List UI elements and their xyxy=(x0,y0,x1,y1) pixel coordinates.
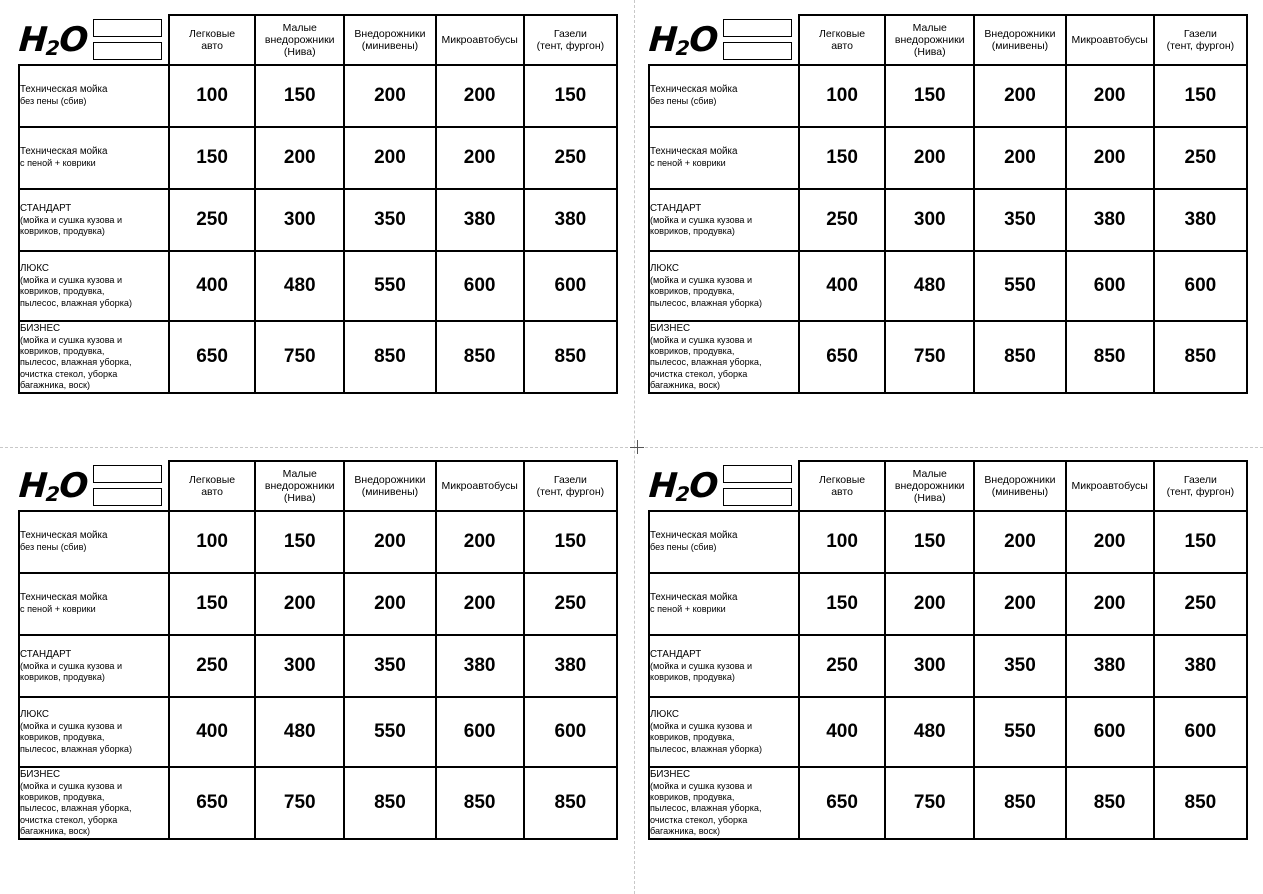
price-cell: 300 xyxy=(885,635,974,697)
column-header-mikroavtobusy xyxy=(1066,461,1154,511)
price-cell: 200 xyxy=(436,65,524,127)
service-subtitle: ковриков, продувка, xyxy=(650,286,735,297)
service-title: ЛЮКС xyxy=(650,709,679,721)
column-header-mikroavtobusy xyxy=(436,461,524,511)
service-name-cell xyxy=(19,697,169,767)
price-cell: 400 xyxy=(799,251,885,321)
header-line: Малые xyxy=(912,21,947,34)
service-title: Техническая мойка xyxy=(20,592,108,604)
service-subtitle: ковриков, продувка) xyxy=(20,225,105,236)
price-cell: 250 xyxy=(524,127,617,189)
price-cell: 300 xyxy=(255,635,344,697)
header-line: Малые xyxy=(912,467,947,480)
service-subtitle: очистка стекол, уборка xyxy=(20,814,118,825)
price-cell: 150 xyxy=(255,65,344,127)
price-cell: 650 xyxy=(169,321,255,393)
header-line: авто xyxy=(831,486,853,498)
price-cell: 200 xyxy=(436,511,524,573)
column-header-gazeli xyxy=(1154,15,1247,65)
price-cell: 250 xyxy=(169,189,255,251)
service-title: Техническая мойка xyxy=(650,146,738,158)
price-cell: 200 xyxy=(974,573,1065,635)
price-cell: 150 xyxy=(169,573,255,635)
price-card-top-right xyxy=(648,14,1248,394)
service-subtitle: (мойка и сушка кузова и xyxy=(650,781,753,792)
service-subtitle: пылесос, влажная уборка) xyxy=(20,743,132,754)
price-cell: 200 xyxy=(885,127,974,189)
price-cell: 850 xyxy=(1154,767,1247,839)
price-cell: 400 xyxy=(169,697,255,767)
service-subtitle: ковриков, продувка, xyxy=(20,792,105,803)
header-line: (тент, фургон) xyxy=(536,486,605,498)
service-name-cell xyxy=(649,573,799,635)
header-write-line-1 xyxy=(93,465,162,483)
header-line: (минивены) xyxy=(361,40,419,52)
service-title: Техническая мойка xyxy=(650,84,738,96)
service-subtitle: (мойка и сушка кузова и xyxy=(650,275,753,286)
price-cell: 150 xyxy=(799,573,885,635)
logo-header-cell xyxy=(19,15,169,65)
price-cell: 100 xyxy=(799,511,885,573)
service-title: ЛЮКС xyxy=(20,709,49,721)
header-line: Внедорожники xyxy=(984,27,1056,40)
price-cell: 850 xyxy=(1066,767,1154,839)
header-line: авто xyxy=(201,40,223,52)
column-header-vnedorozhniki xyxy=(344,15,435,65)
service-subtitle: (мойка и сушка кузова и xyxy=(20,214,123,225)
header-line: внедорожники xyxy=(894,479,965,492)
price-cell: 300 xyxy=(255,189,344,251)
table-row xyxy=(649,767,1247,839)
service-title: БИЗНЕС xyxy=(650,323,691,335)
service-subtitle: очистка стекол, уборка xyxy=(650,814,748,825)
service-name-cell xyxy=(649,65,799,127)
column-header-legkovye-avto xyxy=(799,461,885,511)
service-title: Техническая мойка xyxy=(20,146,108,158)
header-line: Малые xyxy=(282,21,317,34)
service-subtitle: с пеной + коврики xyxy=(20,158,96,169)
table-row xyxy=(19,511,617,573)
header-line: (тент, фургон) xyxy=(1166,486,1235,498)
header-write-line-2 xyxy=(723,42,792,60)
table-row xyxy=(649,697,1247,767)
price-cell: 650 xyxy=(799,767,885,839)
price-cell: 850 xyxy=(974,321,1065,393)
service-subtitle: багажника, воск) xyxy=(20,379,91,390)
service-subtitle: (мойка и сушка кузова и xyxy=(650,660,753,671)
service-subtitle: без пены (сбив) xyxy=(650,542,717,553)
service-name-cell xyxy=(649,767,799,839)
price-card-top-left xyxy=(18,14,618,394)
service-subtitle: очистка стекол, уборка xyxy=(650,368,748,379)
table-row xyxy=(649,511,1247,573)
price-cell: 150 xyxy=(524,65,617,127)
column-header-vnedorozhniki xyxy=(344,461,435,511)
price-cell: 350 xyxy=(344,189,435,251)
service-name-cell xyxy=(649,251,799,321)
header-line: Легковые xyxy=(189,27,236,40)
price-cell: 200 xyxy=(344,65,435,127)
price-cell: 150 xyxy=(169,127,255,189)
service-name-cell xyxy=(649,635,799,697)
price-cell: 150 xyxy=(885,511,974,573)
price-cell: 200 xyxy=(255,573,344,635)
price-cell: 650 xyxy=(799,321,885,393)
header-write-line-2 xyxy=(93,42,162,60)
price-cell: 480 xyxy=(255,697,344,767)
service-name-cell xyxy=(649,511,799,573)
price-cell: 750 xyxy=(885,767,974,839)
price-cell: 850 xyxy=(344,767,435,839)
price-cell: 200 xyxy=(974,65,1065,127)
header-line: (Нива) xyxy=(913,492,946,505)
price-cell: 600 xyxy=(436,251,524,321)
header-line: (минивены) xyxy=(991,40,1049,52)
service-title: СТАНДАРТ xyxy=(650,202,702,214)
service-name-cell xyxy=(19,65,169,127)
price-cell: 750 xyxy=(255,321,344,393)
price-cell: 200 xyxy=(1066,573,1154,635)
price-cell: 200 xyxy=(1066,65,1154,127)
service-name-cell xyxy=(19,511,169,573)
price-cell: 480 xyxy=(885,251,974,321)
price-cell: 600 xyxy=(524,251,617,321)
brand-logo: $H_2O$ xyxy=(647,19,719,60)
price-cell: 380 xyxy=(1066,635,1154,697)
price-cell: 150 xyxy=(1154,65,1247,127)
price-cell: 200 xyxy=(1066,511,1154,573)
price-card-bottom-right xyxy=(648,460,1248,840)
service-title: Техническая мойка xyxy=(20,84,108,96)
price-cell: 150 xyxy=(524,511,617,573)
column-header-malye-vnedorozhniki xyxy=(255,15,344,65)
price-cell: 600 xyxy=(436,697,524,767)
price-cell: 380 xyxy=(1066,189,1154,251)
price-cell: 250 xyxy=(799,189,885,251)
column-header-mikroavtobusy xyxy=(436,15,524,65)
service-subtitle: ковриков, продувка) xyxy=(20,671,105,682)
column-header-gazeli xyxy=(1154,461,1247,511)
service-subtitle: пылесос, влажная уборка) xyxy=(20,297,132,308)
service-subtitle: ковриков, продувка, xyxy=(650,732,735,743)
price-cell: 850 xyxy=(1154,321,1247,393)
service-subtitle: с пеной + коврики xyxy=(650,158,726,169)
header-line: Микроавтобусы xyxy=(441,33,518,46)
price-cell: 200 xyxy=(974,511,1065,573)
price-cell: 480 xyxy=(885,697,974,767)
price-card-bottom-left xyxy=(18,460,618,840)
price-table xyxy=(18,460,618,840)
table-row xyxy=(19,65,617,127)
table-row xyxy=(649,65,1247,127)
price-cell: 380 xyxy=(1154,635,1247,697)
price-table xyxy=(648,14,1248,394)
service-name-cell xyxy=(19,127,169,189)
header-line: Легковые xyxy=(819,473,866,486)
header-line: (Нива) xyxy=(913,46,946,59)
price-cell: 350 xyxy=(974,635,1065,697)
header-line: Внедорожники xyxy=(984,473,1056,486)
header-line: Микроавтобусы xyxy=(441,479,518,492)
price-cell: 200 xyxy=(436,573,524,635)
registration-mark xyxy=(630,440,644,454)
table-row xyxy=(649,251,1247,321)
price-cell: 850 xyxy=(436,767,524,839)
service-subtitle: ковриков, продувка, xyxy=(20,732,105,743)
price-cell: 600 xyxy=(524,697,617,767)
header-line: внедорожники xyxy=(894,33,965,46)
service-subtitle: (мойка и сушка кузова и xyxy=(650,721,753,732)
price-cell: 750 xyxy=(255,767,344,839)
service-subtitle: (мойка и сушка кузова и xyxy=(20,335,123,346)
price-cell: 550 xyxy=(344,697,435,767)
column-header-mikroavtobusy xyxy=(1066,15,1154,65)
price-cell: 600 xyxy=(1066,697,1154,767)
column-header-gazeli xyxy=(524,15,617,65)
price-cell: 480 xyxy=(255,251,344,321)
header-line: внедорожники xyxy=(264,33,335,46)
price-cell: 250 xyxy=(524,573,617,635)
table-header-row xyxy=(649,15,1247,65)
service-subtitle: пылесос, влажная уборка, xyxy=(20,803,132,814)
table-row xyxy=(19,767,617,839)
price-cell: 750 xyxy=(885,321,974,393)
price-cell: 600 xyxy=(1066,251,1154,321)
header-write-line-1 xyxy=(723,465,792,483)
column-header-malye-vnedorozhniki xyxy=(255,461,344,511)
service-title: Техническая мойка xyxy=(20,530,108,542)
table-header-row xyxy=(19,15,617,65)
column-header-vnedorozhniki xyxy=(974,15,1065,65)
header-line: Легковые xyxy=(819,27,866,40)
service-name-cell xyxy=(19,321,169,393)
service-name-cell xyxy=(19,189,169,251)
service-name-cell xyxy=(649,697,799,767)
header-line: Микроавтобусы xyxy=(1071,479,1148,492)
price-cell: 850 xyxy=(524,767,617,839)
price-table xyxy=(18,14,618,394)
price-cell: 350 xyxy=(974,189,1065,251)
header-line: (тент, фургон) xyxy=(536,40,605,52)
logo-header-cell xyxy=(19,461,169,511)
service-title: СТАНДАРТ xyxy=(20,648,72,660)
price-cell: 600 xyxy=(1154,251,1247,321)
price-cell: 380 xyxy=(1154,189,1247,251)
price-cell: 200 xyxy=(344,573,435,635)
service-title: БИЗНЕС xyxy=(650,769,691,781)
service-name-cell xyxy=(649,321,799,393)
header-line: Легковые xyxy=(189,473,236,486)
table-row xyxy=(19,635,617,697)
table-header-row xyxy=(649,461,1247,511)
service-subtitle: ковриков, продувка, xyxy=(20,286,105,297)
brand-logo: $H_2O$ xyxy=(647,465,719,506)
price-cell: 200 xyxy=(885,573,974,635)
price-cell: 250 xyxy=(1154,127,1247,189)
logo-header-cell xyxy=(649,461,799,511)
header-line: (минивены) xyxy=(361,486,419,498)
price-cell: 850 xyxy=(974,767,1065,839)
price-cell: 380 xyxy=(436,635,524,697)
header-line: Микроавтобусы xyxy=(1071,33,1148,46)
column-header-gazeli xyxy=(524,461,617,511)
service-title: БИЗНЕС xyxy=(20,769,61,781)
header-write-line-2 xyxy=(723,488,792,506)
price-cell: 350 xyxy=(344,635,435,697)
header-line: Внедорожники xyxy=(354,473,426,486)
price-cell: 250 xyxy=(1154,573,1247,635)
column-header-malye-vnedorozhniki xyxy=(885,461,974,511)
price-cell: 200 xyxy=(255,127,344,189)
header-line: внедорожники xyxy=(264,479,335,492)
price-cell: 400 xyxy=(799,697,885,767)
price-cell: 550 xyxy=(974,251,1065,321)
price-cell: 550 xyxy=(974,697,1065,767)
service-subtitle: багажника, воск) xyxy=(650,825,721,836)
price-cell: 250 xyxy=(799,635,885,697)
price-cell: 150 xyxy=(1154,511,1247,573)
header-line: (Нива) xyxy=(283,492,316,505)
price-cell: 150 xyxy=(885,65,974,127)
service-subtitle: (мойка и сушка кузова и xyxy=(20,781,123,792)
service-subtitle: с пеной + коврики xyxy=(20,604,96,615)
price-cell: 300 xyxy=(885,189,974,251)
service-name-cell xyxy=(19,251,169,321)
table-row xyxy=(19,321,617,393)
price-cell: 380 xyxy=(524,635,617,697)
header-line: (минивены) xyxy=(991,486,1049,498)
service-subtitle: пылесос, влажная уборка) xyxy=(650,743,762,754)
header-line: Газели xyxy=(1183,27,1217,40)
price-cell: 850 xyxy=(436,321,524,393)
price-cell: 850 xyxy=(524,321,617,393)
column-header-vnedorozhniki xyxy=(974,461,1065,511)
price-cell: 100 xyxy=(169,511,255,573)
price-cell: 550 xyxy=(344,251,435,321)
service-title: Техническая мойка xyxy=(650,530,738,542)
price-cell: 200 xyxy=(436,127,524,189)
service-subtitle: без пены (сбив) xyxy=(650,96,717,107)
price-table xyxy=(648,460,1248,840)
price-cell: 200 xyxy=(974,127,1065,189)
price-cell: 850 xyxy=(344,321,435,393)
brand-logo: $H_2O$ xyxy=(17,19,89,60)
service-name-cell xyxy=(19,635,169,697)
price-cell: 400 xyxy=(169,251,255,321)
header-write-line-1 xyxy=(93,19,162,37)
header-line: авто xyxy=(831,40,853,52)
header-line: авто xyxy=(201,486,223,498)
service-subtitle: без пены (сбив) xyxy=(20,542,87,553)
table-row xyxy=(19,573,617,635)
header-line: Газели xyxy=(1183,473,1217,486)
header-line: Внедорожники xyxy=(354,27,426,40)
service-subtitle: (мойка и сушка кузова и xyxy=(20,275,123,286)
service-subtitle: ковриков, продувка, xyxy=(650,346,735,357)
service-title: ЛЮКС xyxy=(650,263,679,275)
service-subtitle: ковриков, продувка) xyxy=(650,225,735,236)
table-row xyxy=(649,573,1247,635)
price-cell: 250 xyxy=(169,635,255,697)
service-subtitle: багажника, воск) xyxy=(650,379,721,390)
price-cell: 380 xyxy=(436,189,524,251)
table-row xyxy=(19,189,617,251)
header-line: Газели xyxy=(553,27,587,40)
column-header-legkovye-avto xyxy=(169,461,255,511)
header-write-line-1 xyxy=(723,19,792,37)
service-subtitle: (мойка и сушка кузова и xyxy=(20,660,123,671)
table-row xyxy=(649,321,1247,393)
price-cell: 850 xyxy=(1066,321,1154,393)
header-line: (тент, фургон) xyxy=(1166,40,1235,52)
price-cell: 100 xyxy=(169,65,255,127)
service-title: Техническая мойка xyxy=(650,592,738,604)
service-subtitle: багажника, воск) xyxy=(20,825,91,836)
price-cell: 150 xyxy=(799,127,885,189)
price-cell: 600 xyxy=(1154,697,1247,767)
service-subtitle: (мойка и сушка кузова и xyxy=(650,335,753,346)
logo-header-cell xyxy=(649,15,799,65)
service-name-cell xyxy=(649,189,799,251)
header-line: (Нива) xyxy=(283,46,316,59)
service-subtitle: ковриков, продувка, xyxy=(650,792,735,803)
service-name-cell xyxy=(649,127,799,189)
column-header-legkovye-avto xyxy=(169,15,255,65)
table-row xyxy=(19,697,617,767)
header-line: Газели xyxy=(553,473,587,486)
service-subtitle: пылесос, влажная уборка, xyxy=(20,357,132,368)
brand-logo: $H_2O$ xyxy=(17,465,89,506)
price-cell: 650 xyxy=(169,767,255,839)
price-cell: 200 xyxy=(344,511,435,573)
table-row xyxy=(649,635,1247,697)
service-title: БИЗНЕС xyxy=(20,323,61,335)
column-header-malye-vnedorozhniki xyxy=(885,15,974,65)
header-line: Малые xyxy=(282,467,317,480)
price-cell: 200 xyxy=(344,127,435,189)
service-subtitle: с пеной + коврики xyxy=(650,604,726,615)
service-subtitle: ковриков, продувка) xyxy=(650,671,735,682)
column-header-legkovye-avto xyxy=(799,15,885,65)
table-row xyxy=(19,251,617,321)
table-row xyxy=(649,127,1247,189)
price-cell: 200 xyxy=(1066,127,1154,189)
service-subtitle: очистка стекол, уборка xyxy=(20,368,118,379)
service-subtitle: (мойка и сушка кузова и xyxy=(650,214,753,225)
table-header-row xyxy=(19,461,617,511)
header-write-line-2 xyxy=(93,488,162,506)
service-title: СТАНДАРТ xyxy=(650,648,702,660)
service-name-cell xyxy=(19,767,169,839)
service-subtitle: пылесос, влажная уборка, xyxy=(650,357,762,368)
price-cell: 380 xyxy=(524,189,617,251)
service-subtitle: пылесос, влажная уборка) xyxy=(650,297,762,308)
service-subtitle: без пены (сбив) xyxy=(20,96,87,107)
price-cell: 150 xyxy=(255,511,344,573)
service-title: СТАНДАРТ xyxy=(20,202,72,214)
table-row xyxy=(649,189,1247,251)
service-subtitle: пылесос, влажная уборка, xyxy=(650,803,762,814)
service-subtitle: ковриков, продувка, xyxy=(20,346,105,357)
service-name-cell xyxy=(19,573,169,635)
service-title: ЛЮКС xyxy=(20,263,49,275)
service-subtitle: (мойка и сушка кузова и xyxy=(20,721,123,732)
table-row xyxy=(19,127,617,189)
price-cell: 100 xyxy=(799,65,885,127)
